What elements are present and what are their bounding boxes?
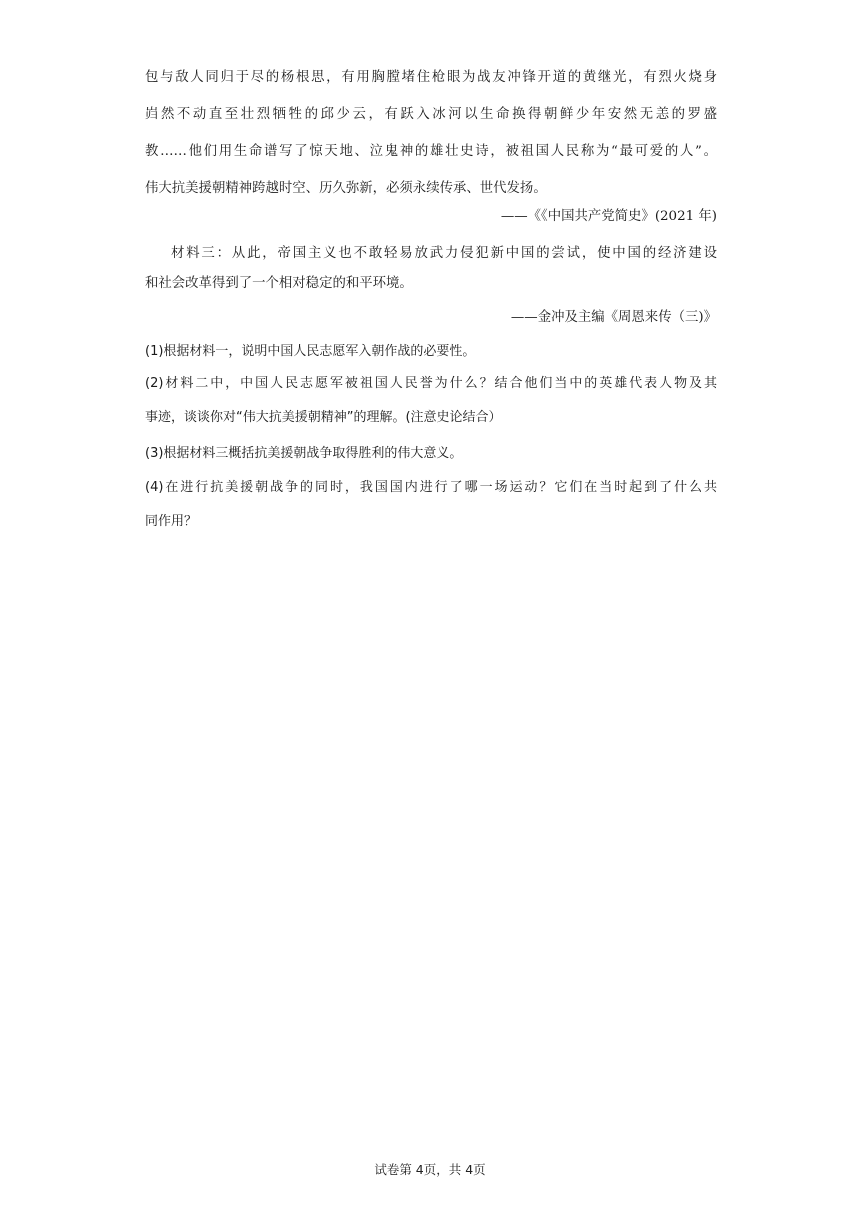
material3-line-1: 材料三：从此，帝国主义也不敢轻易放武力侵犯新中国的尝试，使中国的经济建设: [171, 246, 717, 261]
material3-line-2: 和社会改革得到了一个相对稳定的和平环境。: [145, 276, 413, 291]
question-3: (3)根据材料三概括抗美援朝战争取得胜利的伟大意义。: [145, 446, 463, 461]
material2-line-4: 伟大抗美援朝精神跨越时空、历久弥新，必须永续传承、世代发扬。: [145, 181, 547, 196]
question-4-line-1: (4)在进行抗美援朝战争的同时，我国国内进行了哪一场运动？它们在当时起到了什么共: [145, 480, 717, 495]
question-1: (1)根据材料一，说明中国人民志愿军入朝作战的必要性。: [145, 344, 476, 359]
material2-line-1: 包与敌人同归于尽的杨根思，有用胸膛堵住枪眼为战友冲锋开道的黄继光，有烈火烧身: [145, 70, 717, 85]
question-4-line-2: 同作用？: [145, 514, 198, 529]
material2-line-3: 教……他们用生命谱写了惊天地、泣鬼神的雄壮史诗，被祖国人民称为“最可爱的人”。: [145, 144, 717, 159]
material2-line-2: 岿然不动直至壮烈牺牲的邱少云，有跃入冰河以生命换得朝鲜少年安然无恙的罗盛: [145, 107, 717, 122]
question-2-line-2: 事迹，谈谈你对“伟大抗美援朝精神”的理解。(注意史论结合）: [145, 410, 502, 425]
material3-source: ——金冲及主编《周恩来传（三)》: [510, 310, 717, 325]
material2-source: ——《《中国共产党简史》(2021 年): [500, 209, 717, 224]
question-2-line-1: (2)材料二中，中国人民志愿军被祖国人民誉为什么？结合他们当中的英雄代表人物及其: [145, 376, 717, 391]
page-footer: 试卷第 4页，共 4页: [374, 1162, 486, 1177]
